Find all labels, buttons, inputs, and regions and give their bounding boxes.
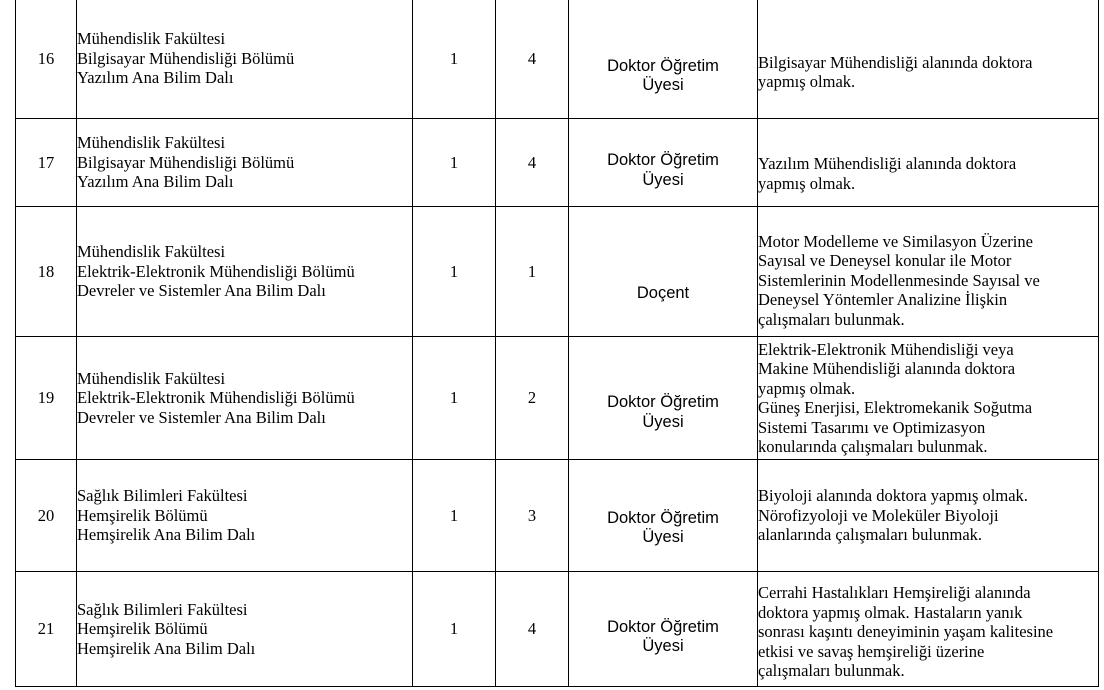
requirement-line: Cerrahi Hastalıkları Hemşireliği alanında: [758, 583, 1031, 603]
count-cell-b: 4: [496, 119, 569, 207]
table-row: [16, 207, 1099, 337]
title-cell: [569, 119, 758, 207]
table-row: [16, 572, 1099, 687]
requirement-line: Nörofizyoloji ve Moleküler Biyoloji: [758, 505, 999, 525]
title-line: Üyesi: [642, 412, 684, 431]
requirement-cell: [758, 337, 1099, 460]
count-cell-b: 2: [496, 337, 569, 460]
requirement-line: alanlarında çalışmaları bulunmak.: [758, 525, 983, 545]
row-number: 16: [16, 0, 77, 119]
positions-table: [15, 0, 1099, 687]
requirement-line: Motor Modelleme ve Similasyon Üzerine: [758, 231, 1033, 251]
requirement-line: konularında çalışmaları bulunmak.: [758, 437, 988, 456]
requirement-line: Güneş Enerjisi, Elektromekanik Soğutma: [758, 398, 1033, 417]
faculty-name: Sağlık Bilimleri Fakültesi: [77, 599, 248, 619]
row-number: 19: [16, 337, 77, 460]
row-number: 18: [16, 207, 77, 337]
unit-cell: [77, 337, 413, 460]
faculty-name: Sağlık Bilimleri Fakültesi: [77, 486, 248, 506]
title-cell: [569, 572, 758, 687]
title-cell: [569, 337, 758, 460]
count-cell-b: 3: [496, 460, 569, 572]
count-cell-a: 1: [413, 119, 496, 207]
department-name: Bilgisayar Mühendisliği Bölümü: [77, 152, 295, 172]
row-number: 17: [16, 119, 77, 207]
count-cell-a: 1: [413, 572, 496, 687]
title-line: Doktor Öğretim: [607, 56, 719, 75]
requirement-line: Sayısal ve Deneysel konular ile Motor: [758, 251, 1012, 271]
requirement-line: Sistemi Tasarımı ve Optimizasyon: [758, 417, 986, 437]
unit-cell: [77, 207, 413, 337]
requirement-line: Biyoloji alanında doktora yapmış olmak.: [758, 486, 1028, 506]
faculty-name: Mühendislik Fakültesi: [77, 29, 226, 49]
title-line: Doçent: [636, 284, 690, 303]
division-name: Hemşirelik Ana Bilim Dalı: [77, 525, 256, 545]
requirement-line: yapmış olmak.: [758, 72, 856, 91]
title-cell: [569, 0, 758, 119]
requirement-cell: [758, 119, 1099, 207]
faculty-name: Mühendislik Fakültesi: [77, 368, 226, 388]
title-line: Doktor Öğretim: [607, 151, 719, 169]
requirement-cell: [758, 460, 1099, 572]
faculty-name: Mühendislik Fakültesi: [77, 133, 226, 153]
division-name: Yazılım Ana Bilim Dalı: [77, 172, 234, 192]
count-cell-a: 1: [413, 460, 496, 572]
department-name: Hemşirelik Bölümü: [77, 505, 208, 525]
title-line: Üyesi: [642, 528, 684, 546]
division-name: Devreler ve Sistemler Ana Bilim Dalı: [77, 407, 326, 427]
title-line: Doktor Öğretim: [607, 393, 719, 411]
table-row: [16, 119, 1099, 207]
unit-cell: [77, 460, 413, 572]
count-cell-a: 1: [413, 207, 496, 337]
requirement-line: Sistemlerinin Modellenmesinde Sayısal ve: [758, 270, 1040, 290]
count-cell-b: 1: [496, 207, 569, 337]
title-line: Üyesi: [642, 637, 684, 655]
requirement-line: çalışmaları bulunmak.: [758, 309, 905, 329]
requirement-line: yapmış olmak.: [758, 378, 856, 398]
title-line: Üyesi: [642, 76, 684, 94]
division-name: Hemşirelik Ana Bilim Dalı: [77, 638, 256, 658]
count-cell-a: 1: [413, 337, 496, 460]
row-number: 20: [16, 460, 77, 572]
row-number: 21: [16, 572, 77, 687]
requirement-line: etkisi ve savaş hemşireliği üzerine: [758, 641, 985, 661]
table-row: [16, 337, 1099, 460]
department-name: Elektrik-Elektronik Mühendisliği Bölümü: [77, 388, 355, 408]
division-name: Yazılım Ana Bilim Dalı: [77, 68, 234, 88]
count-cell-b: 4: [496, 0, 569, 119]
unit-cell: [77, 119, 413, 207]
title-line: Üyesi: [642, 170, 684, 189]
count-cell-a: 1: [413, 0, 496, 119]
department-name: Bilgisayar Mühendisliği Bölümü: [77, 48, 295, 68]
unit-cell: [77, 572, 413, 687]
requirement-line: çalışmaları bulunmak.: [758, 661, 905, 681]
count-cell-b: 4: [496, 572, 569, 687]
requirement-line: Deneysel Yöntemler Analizine İlişkin: [758, 290, 1008, 310]
title-line: Doktor Öğretim: [607, 617, 719, 636]
requirement-line: Elektrik-Elektronik Mühendisliği veya: [758, 339, 1014, 359]
requirement-line: sonrası kaşıntı deneyiminin yaşam kalitesine: [758, 622, 1054, 642]
table-row: [16, 460, 1099, 572]
requirement-line: doktora yapmış olmak. Hastaların yanık: [758, 602, 1023, 622]
division-name: Devreler ve Sistemler Ana Bilim Dalı: [77, 281, 326, 301]
department-name: Hemşirelik Bölümü: [77, 619, 208, 639]
requirement-line: Makine Mühendisliği alanında doktora: [758, 359, 1016, 378]
faculty-name: Mühendislik Fakültesi: [77, 242, 226, 262]
requirement-line: Bilgisayar Mühendisliği alanında doktora: [758, 52, 1033, 72]
requirement-cell: [758, 0, 1099, 119]
title-cell: [569, 207, 758, 337]
unit-cell: [77, 0, 413, 119]
requirement-line: Yazılım Mühendisliği alanında doktora: [758, 154, 1017, 173]
requirement-cell: [758, 207, 1099, 337]
table-row: [16, 0, 1099, 119]
requirement-cell: [758, 572, 1099, 687]
department-name: Elektrik-Elektronik Mühendisliği Bölümü: [77, 261, 355, 281]
title-cell: [569, 460, 758, 572]
title-line: Doktor Öğretim: [607, 508, 719, 527]
requirement-line: yapmış olmak.: [758, 173, 856, 193]
